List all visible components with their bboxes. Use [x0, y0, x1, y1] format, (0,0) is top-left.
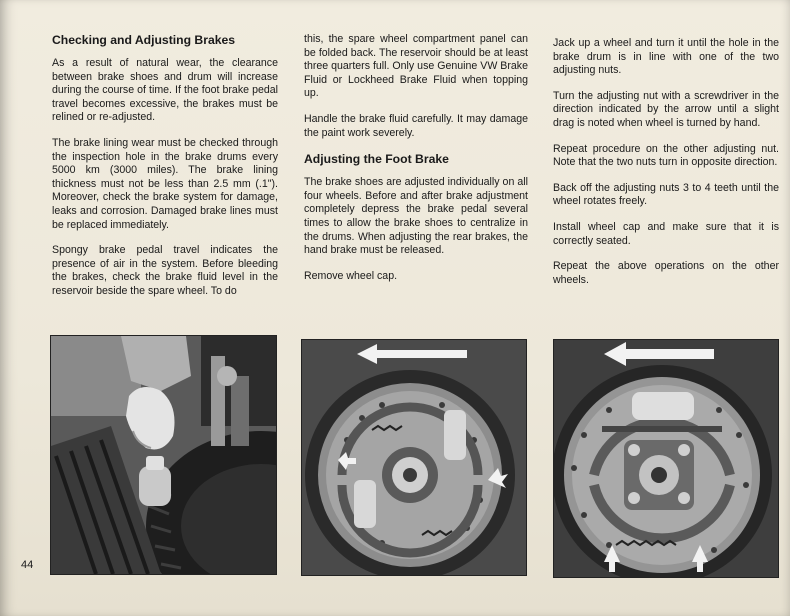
text-column-left [52, 33, 278, 311]
paragraph: Turn the adjusting nut with a screwdriver in the direction indicated by the arrow until a slight drag is noted when wheel is turned by hand. [553, 89, 779, 129]
page-number: 44 [21, 559, 34, 571]
paragraph: Back off the adjusting nuts 3 to 4 teeth until the wheel rotates freely. [553, 181, 779, 208]
text-column-middle [304, 33, 528, 295]
text-column-right [553, 37, 779, 299]
paragraph: Spongy brake pedal travel indicates the presence of air in the system. Before bleeding the brakes, check the brake fluid level in the reservoir beside the spare wheel. To do [52, 244, 278, 297]
section-heading-checking-brakes: Checking and Adjusting Brakes [52, 33, 236, 47]
paragraph: Handle the brake fluid carefully. It may damage the paint work severely. [304, 112, 528, 139]
paragraph: Repeat the above operations on the other wheels. [553, 260, 779, 286]
paragraph: this, the spare wheel compartment panel can be folded back. The reservoir should be at least three quarters full. Only use Genuine VW Brake Fluid or Lockheed Brake Fluid when topping up. [304, 33, 528, 100]
section-heading-adjusting-foot-brake: Adjusting the Foot Brake [304, 152, 449, 167]
paragraph: Remove wheel cap. [304, 269, 398, 282]
paragraph: Install wheel cap and make sure that it is correctly seated. [553, 220, 779, 247]
photo-brake-fluid-reservoir [50, 335, 277, 575]
paragraph: The brake shoes are adjusted individually on all four wheels. Before and after brake adjustment completely depress the brake pedal several times to allow the brake shoes to centralize in the drums. When adjusting the rear brakes, the hand brake must be released. [304, 176, 528, 257]
paragraph: As a result of natural wear, the clearance between brake shoes and drum will increase during the course of time. If the foot brake pedal travel becomes excessive, the brakes must be relined or re-adjusted. [52, 57, 278, 124]
paragraph: The brake lining wear must be checked through the inspection hole in the brake drums every 5000 km (3000 miles). The brake lining thickness must not be less than 2.5 mm (.1"). Moreover, check the brake system for damage, leaks and corrosion. Damaged brake lines must be replaced immediately. [52, 136, 278, 231]
paragraph: Jack up a wheel and turn it until the hole in the brake drum is in line with one of the two adjusting nuts. [553, 37, 779, 77]
photo-rear-brake-backplate [553, 339, 779, 578]
paragraph: Repeat procedure on the other adjusting nut. Note that the two nuts turn in opposite direction. [553, 142, 779, 169]
photo-front-brake-backplate [301, 339, 527, 576]
